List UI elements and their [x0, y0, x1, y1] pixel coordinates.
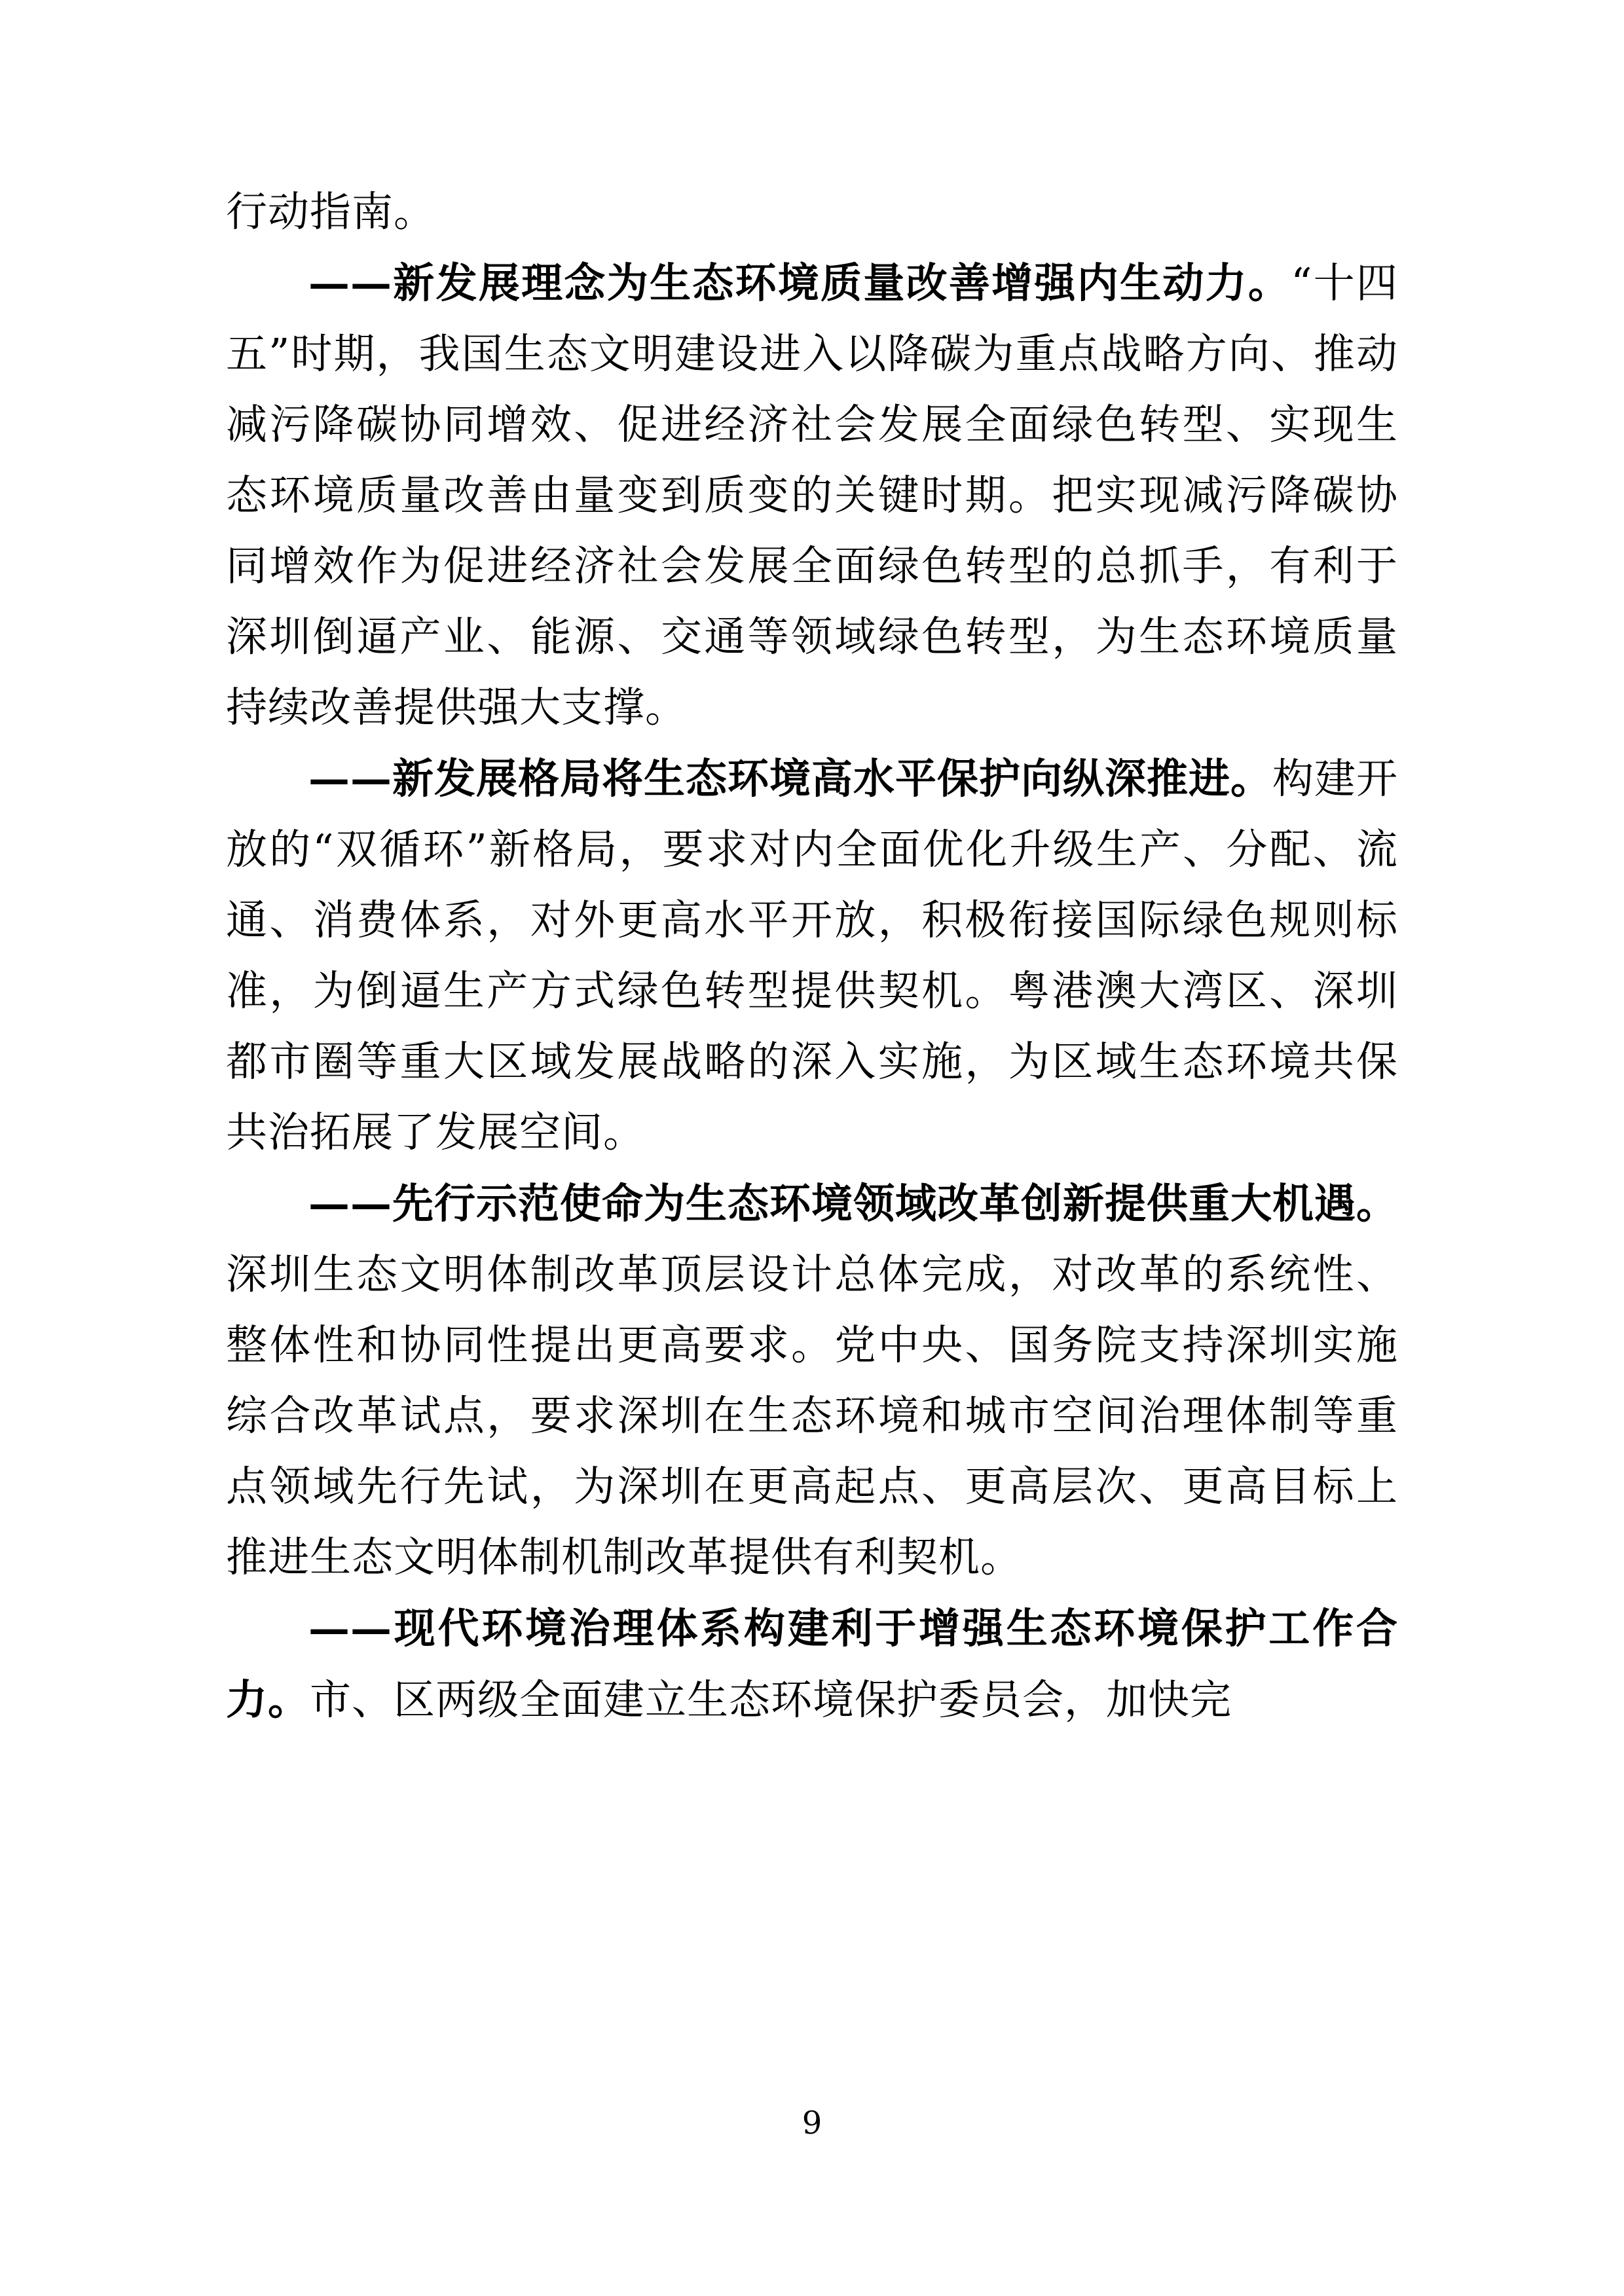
paragraph	[226, 1168, 1398, 1593]
page-number: 9	[802, 2105, 822, 2141]
paragraph	[226, 247, 1398, 743]
page-body	[226, 177, 1398, 1736]
paragraph-text: 深圳生态文明体制改革顶层设计总体完成，对改革的系统性、整体性和协同性提出更高要求。党中央、国务院支持深圳实施综合改革试点，要求深圳在生态环境和城市空间治理体制等重点领域先行先试，为深圳在更高起点、更高层次、更高目标上推进生态文明体制机制改革提供有利契机。	[226, 1250, 1398, 1581]
paragraph	[226, 177, 1398, 247]
paragraph-text: “十四五”时期，我国生态文明建设进入以降碳为重点战略方向、推动减污降碳协同增效、促进经济社会发展全面绿色转型、实现生态环境质量改善由量变到质变的关键时期。把实现减污降碳协同增效作为促进经济社会发展全面绿色转型的总抓手，有利于深圳倒逼产业、能源、交通等领域绿色转型，为生态环境质量持续改善提供强大支撑。	[226, 259, 1398, 731]
paragraph-text: 市、区两级全面建立生态环境保护委员会，加快完	[310, 1676, 1232, 1724]
paragraph-text: 构建开放的“双循环”新格局，要求对内全面优化升级生产、分配、流通、消费体系，对外更高水平开放，积极衔接国际绿色规则标准，为倒逼生产方式绿色转型提供契机。粤港澳大湾区、深圳都市圈等重大区域发展战略的深入实施，为区域生态环境共保共治拓展了发展空间。	[226, 755, 1398, 1156]
paragraph-lead: ——现代环境治理体系构建利于增强生态环境保护工作合力。	[226, 1604, 1398, 1724]
paragraph-text: 行动指南。	[226, 188, 435, 236]
paragraph	[226, 1593, 1398, 1736]
paragraph	[226, 743, 1398, 1168]
paragraph-lead: ——先行示范使命为生态环境领域改革创新提供重大机遇。	[308, 1179, 1398, 1228]
paragraph-lead: ——新发展理念为生态环境质量改善增强内生动力。	[308, 259, 1291, 307]
paragraph-lead: ——新发展格局将生态环境高水平保护向纵深推进。	[308, 754, 1272, 803]
